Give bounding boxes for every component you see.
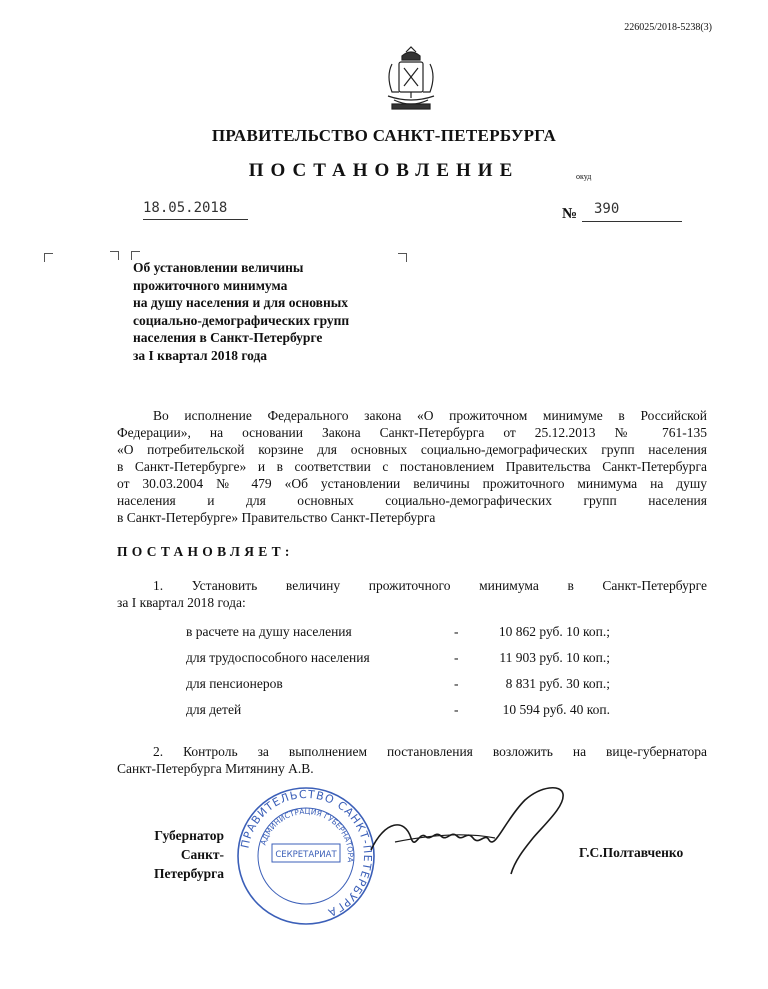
signatory-title xyxy=(119,826,224,883)
stamp-outer-text: ПРАВИТЕЛЬСТВО САНКТ-ПЕТЕРБУРГА xyxy=(238,787,375,920)
item-2-paragraph xyxy=(117,743,707,777)
row-value: 10 862 руб. 10 коп.; xyxy=(498,624,610,639)
item-2-line: 2. Контроль за выполнением постановления возложить на вице-губернатора xyxy=(153,744,707,759)
subject-line: социально-демографических групп xyxy=(133,312,350,328)
row-label: для пенсионеров xyxy=(186,676,283,691)
subject-line: прожиточного минимума xyxy=(133,277,288,293)
date-underline xyxy=(143,219,248,220)
handwritten-signature xyxy=(365,780,595,880)
table-row xyxy=(186,702,616,728)
preamble-line: от 30.03.2004 № 479 «Об установлении величины прожиточного минимума на душу xyxy=(117,476,707,491)
preamble-line: «О потребительской корзине для основных социально-демографических групп населения xyxy=(117,442,707,457)
preamble-line: в Санкт-Петербурге» и в соответствии с постановлением Правительства Санкт-Петербурга xyxy=(117,459,707,474)
preamble-line: в Санкт-Петербурге» Правительство Санкт-Петербурга xyxy=(117,510,436,525)
decree-date: 18.05.2018 xyxy=(143,200,228,216)
corner-mark-mid-left xyxy=(110,251,119,260)
item-1-line: за I квартал 2018 года: xyxy=(117,595,246,610)
row-dash: - xyxy=(454,650,459,665)
signatory-title-line: Губернатор xyxy=(154,828,224,843)
coat-of-arms-emblem xyxy=(380,46,442,112)
subject-line: Об установлении величины xyxy=(133,260,304,275)
official-stamp xyxy=(236,786,376,926)
signatory-name: Г.С.Полтавченко xyxy=(579,845,684,860)
table-row xyxy=(186,624,616,650)
preamble-line: Федерации», на основании Закона Санкт-Петербурга от 25.12.2013 № 761-135 xyxy=(117,425,707,440)
subject-line: населения в Санкт-Петербурге xyxy=(133,330,323,345)
preamble-line: населения и для основных социально-демографических групп населения xyxy=(117,493,707,508)
decree-subject xyxy=(133,259,403,364)
table-row xyxy=(186,650,616,676)
corner-mark-top-left xyxy=(44,253,53,262)
preamble-paragraph xyxy=(117,407,707,526)
row-dash: - xyxy=(454,702,459,717)
row-dash: - xyxy=(454,624,459,639)
item-1-paragraph xyxy=(117,577,707,611)
preamble-line: Во исполнение Федерального закона «О прожиточном минимуме в Российской xyxy=(153,408,707,423)
row-value: 11 903 руб. 10 коп.; xyxy=(499,650,610,665)
resolves-heading: ПОСТАНОВЛЯЕТ: xyxy=(117,544,294,559)
item-2-line: Санкт-Петербурга Митянину А.В. xyxy=(117,761,314,776)
decree-title: ПОСТАНОВЛЕНИЕ xyxy=(248,160,520,181)
row-label: в расчете на душу населения xyxy=(186,624,352,639)
subsistence-minimum-table xyxy=(186,624,616,728)
document-registration-number: 226025/2018-5238(3) xyxy=(624,22,712,33)
stamp-inner-text: АДМИНИСТРАЦИЯ ГУБЕРНАТОРА xyxy=(258,806,356,863)
row-dash: - xyxy=(454,676,459,691)
item-1-line: 1. Установить величину прожиточного минимума в Санкт-Петербурге xyxy=(153,578,707,593)
subject-line: за I квартал 2018 года xyxy=(133,347,268,363)
row-label: для детей xyxy=(186,702,242,717)
signatory-title-line: Санкт-Петербурга xyxy=(154,847,224,881)
okud-label: окуд xyxy=(576,172,592,181)
row-value: 10 594 руб. 40 коп. xyxy=(502,702,610,717)
number-sign: № xyxy=(562,206,578,222)
row-value: 8 831 руб. 30 коп.; xyxy=(505,676,610,691)
number-underline xyxy=(582,221,682,222)
row-label: для трудоспособного населения xyxy=(186,650,370,665)
table-row xyxy=(186,676,616,702)
subject-line: на душу населения и для основных xyxy=(133,295,349,310)
stamp-center-text: СЕКРЕТАРИАТ xyxy=(275,850,337,860)
government-name: ПРАВИТЕЛЬСТВО САНКТ-ПЕТЕРБУРГА xyxy=(211,126,557,145)
decree-number: 390 xyxy=(594,201,620,217)
